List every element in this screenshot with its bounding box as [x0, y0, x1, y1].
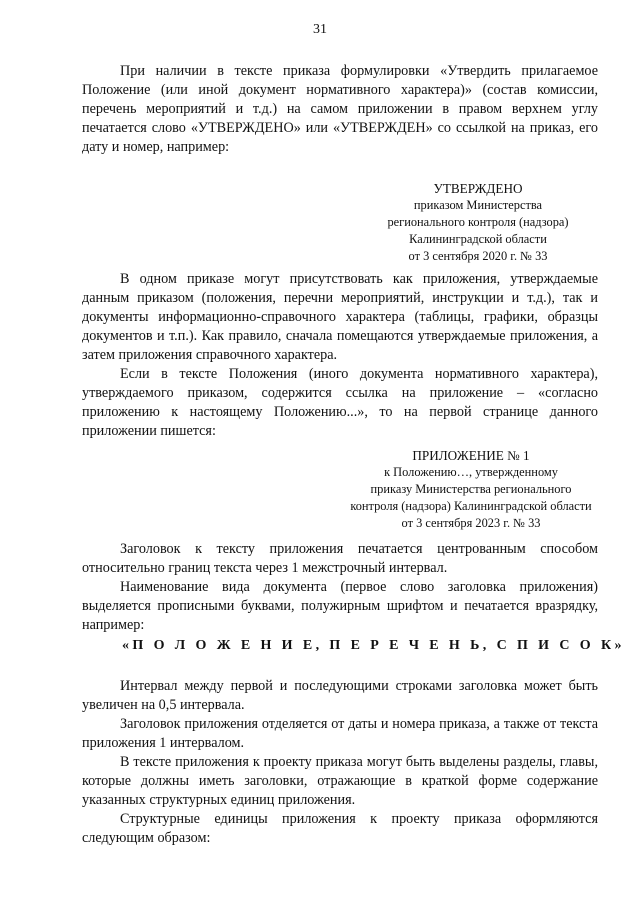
approval-stamp — [378, 180, 578, 265]
lower-block — [82, 540, 598, 635]
paragraph-separation: Заголовок приложения отделяется от даты и номера приказа, а также от текста приложения 1 интервалом. — [82, 716, 598, 751]
paragraph-document-type: Наименование вида документа (первое слово заголовка приложения) выделяется прописными буквами, полужирным шрифтом и печатается вразрядку, например: — [82, 579, 598, 633]
stamp-approved-title: УТВЕРЖДЕНО — [433, 181, 523, 196]
paragraph-interval: Интервал между первой и последующими строками заголовка может быть увеличен на 0,5 интервала. — [82, 678, 598, 713]
bottom-block — [82, 677, 598, 848]
appendix-stamp — [340, 447, 602, 532]
heading-sample: «П О Л О Ж Е Н И Е, П Е Р Е Ч Е Н Ь, С П И С О К» — [122, 638, 625, 653]
paragraph-heading-centered: Заголовок к тексту приложения печатается центрованным способом относительно границ текста через 1 межстрочный интервал. — [82, 541, 598, 576]
stamp-approved-line: Калининградской области — [409, 232, 547, 246]
stamp-approved-line: приказом Министерства — [413, 198, 543, 212]
stamp-approved-line: регионального контроля (надзора) — [387, 215, 569, 229]
intro-block — [82, 62, 598, 157]
stamp-approved-date: от 3 сентября 2020 г. № 33 — [408, 249, 548, 263]
paragraph-attachments: В одном приказе могут присутствовать как приложения, утверждаемые данным приказом (положения, перечни мероприятий, инструкции и т.д.), так и документы информационно-справочного характера (таблицы, графики, образцы документов и т.п.). Как правило, сначала помещаются утверждаемые приложения, а затем приложения справочного характера. — [82, 271, 598, 363]
stamp-appendix-title: ПРИЛОЖЕНИЕ № 1 — [412, 448, 530, 463]
stamp-appendix-line: приказу Министерства регионального — [370, 482, 572, 496]
stamp-appendix-line: к Положению…, утвержденному — [384, 465, 558, 479]
paragraph-sections: В тексте приложения к проекту приказа могут быть выделены разделы, главы, которые должны иметь заголовки, отражающие в краткой форме содержание указанных структурных единиц приложения. — [82, 754, 598, 808]
paragraph-reference: Если в тексте Положения (иного документа нормативного характера), утверждаемого приказом, содержится ссылка на приложение – «согласно приложению к настоящему Положению...», то на первой странице данного приложении пишется: — [82, 366, 598, 439]
stamp-appendix-date: от 3 сентября 2023 г. № 33 — [401, 516, 541, 530]
middle-block — [82, 270, 598, 441]
stamp-appendix-line: контроля (надзора) Калининградской области — [350, 499, 592, 513]
paragraph-approval-rule: При наличии в тексте приказа формулировки «Утвердить прилагаемое Положение (или иной документ нормативного характера)» (состав комиссии, перечень мероприятий и т.д.) на самом приложении в правом верхнем углу печатается слово «УТВЕРЖДЕНО» или «УТВЕРЖДЕН» со ссылкой на приказ, его дату и номер, например: — [82, 63, 598, 155]
paragraph-structure: Структурные единицы приложения к проекту приказа оформляются следующим образом: — [82, 811, 598, 846]
page-number: 31 — [313, 22, 327, 37]
